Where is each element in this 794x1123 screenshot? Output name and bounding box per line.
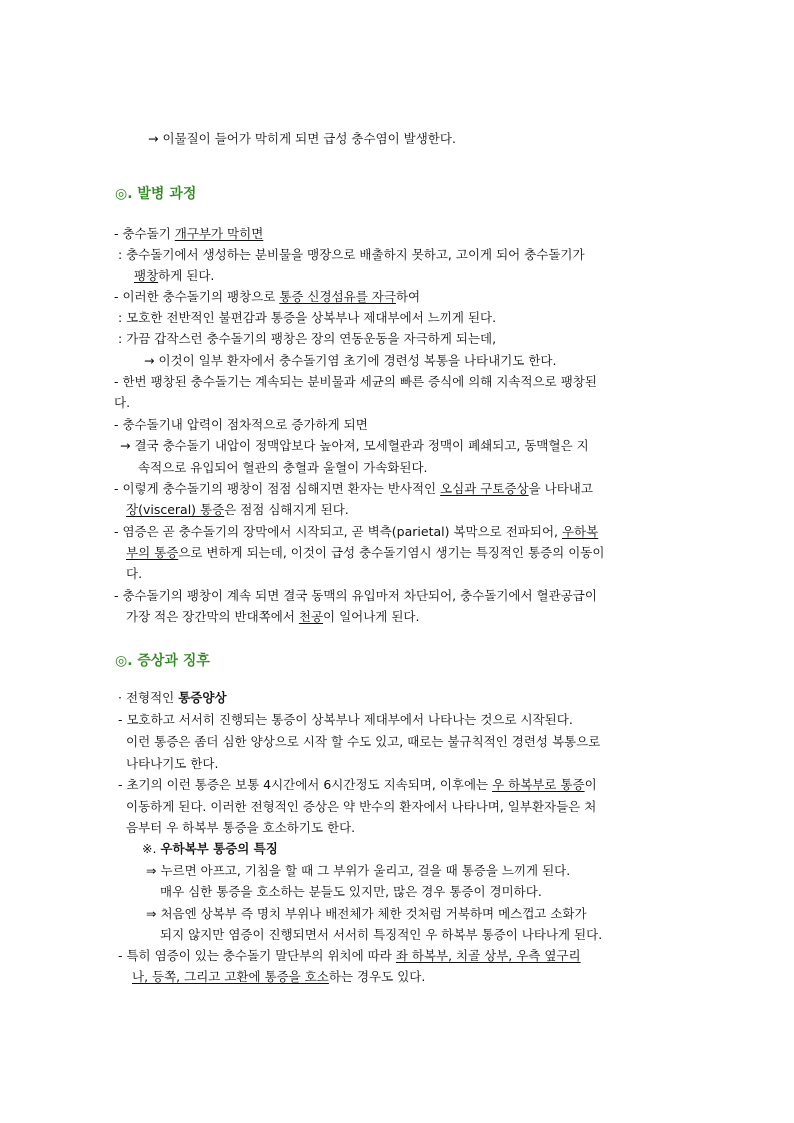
text-line: · 전형적인 통증양상 (118, 690, 227, 705)
text-line: 나타나기도 한다. (126, 756, 219, 771)
text-line: 다. (126, 566, 143, 581)
text-line: - 이러한 충수돌기의 팽창으로 통증 신경섬유를 자극하여 (114, 289, 421, 304)
text-line: : 충수돌기에서 생성하는 분비물을 맹장으로 배출하지 못하고, 고이게 되어 충수돌기가 (118, 247, 585, 262)
text-line: → 결국 충수돌기 내압이 정맥압보다 높아져, 모세혈관과 정맥이 폐쇄되고, 동맥혈은 지 (120, 438, 589, 453)
text-line: 음부터 우 하복부 통증을 호소하기도 한다. (126, 820, 356, 835)
text-line: 다. (114, 395, 131, 410)
text-line: - 충수돌기의 팽창이 계속 되면 결국 동맥의 유입마저 차단되어, 충수돌기에서 혈관공급이 (114, 588, 597, 603)
text-line: - 특히 염증이 있는 충수돌기 말단부의 위치에 따라 좌 하복부, 치골 상부, 우측 옆구리 (118, 948, 581, 963)
text-line: - 이렇게 충수돌기의 팽창이 점점 심해지면 환자는 반사적인 오심과 구토증상을 나타내고 (114, 481, 593, 496)
text-line: 속적으로 유입되어 혈관의 충혈과 울혈이 가속화된다. (138, 460, 428, 475)
text-line: - 염증은 곧 충수돌기의 장막에서 시작되고, 곧 벽측(parietal) 복막으로 전파되어, 우하복 (114, 524, 599, 539)
text-line: 부의 통증으로 변하게 되는데, 이것이 급성 충수돌기염시 생기는 특징적인 통증의 이동이 (126, 545, 605, 560)
text-line: 나, 등쪽, 그리고 고환에 통증을 호소하는 경우도 있다. (132, 969, 426, 984)
text-line: → 이물질이 들어가 막히게 되면 급성 충수염이 발생한다. (148, 131, 456, 146)
text-line: - 충수돌기내 압력이 점차적으로 증가하게 되면 (114, 417, 368, 432)
text-line: 이런 통증은 좀더 심한 양상으로 시작 할 수도 있고, 때로는 불규칙적인 경련성 복통으로 (126, 734, 601, 749)
text-line: : 가끔 갑작스런 충수돌기의 팽창은 장의 연동운동을 자극하게 되는데, (118, 331, 497, 346)
text-line: - 모호하고 서서히 진행되는 통증이 상복부나 제대부에서 나타나는 것으로 시작된다. (118, 712, 573, 727)
text-line: 가장 적은 장간막의 반대쪽에서 천공이 일어나게 된다. (126, 609, 420, 624)
text-line: ※. 우하복부 통증의 특징 (142, 841, 278, 856)
text-line: 되지 않지만 염증이 진행되면서 서서히 특징적인 우 하복부 통증이 나타나게 된다. (160, 927, 603, 942)
text-line: - 충수돌기 개구부가 막히면 (114, 226, 264, 241)
section-heading: ◎. 발병 과정 (115, 186, 197, 202)
text-line: ⇒ 누르면 아프고, 기침을 할 때 그 부위가 울리고, 걸을 때 통증을 느끼게 된다. (146, 863, 571, 878)
text-line: : 모호한 전반적인 불편감과 통증을 상복부나 제대부에서 느끼게 된다. (118, 310, 497, 325)
text-line: 매우 심한 통증을 호소하는 분들도 있지만, 많은 경우 통증이 경미하다. (160, 884, 542, 899)
section-heading: ◎. 증상과 징후 (115, 653, 210, 669)
text-line: → 이것이 일부 환자에서 충수돌기염 초기에 경련성 복통을 나타내기도 한다. (144, 353, 557, 368)
text-line: 이동하게 된다. 이러한 전형적인 증상은 약 반수의 환자에서 나타나며, 일부환자들은 처 (126, 799, 597, 814)
text-line: 팽창하게 된다. (134, 268, 215, 283)
text-line: ⇒ 처음엔 상복부 즉 명치 부위나 배전체가 체한 것처럼 거북하며 메스껍고 소화가 (146, 906, 587, 921)
text-line: - 초기의 이런 통증은 보통 4시간에서 6시간정도 지속되며, 이후에는 우 하복부로 통증이 (118, 777, 597, 792)
text-line: - 한번 팽창된 충수돌기는 계속되는 분비물과 세균의 빠른 증식에 의해 지속적으로 팽창된 (114, 374, 597, 389)
text-line: 장(visceral) 통증은 점점 심해지게 된다. (126, 502, 349, 517)
